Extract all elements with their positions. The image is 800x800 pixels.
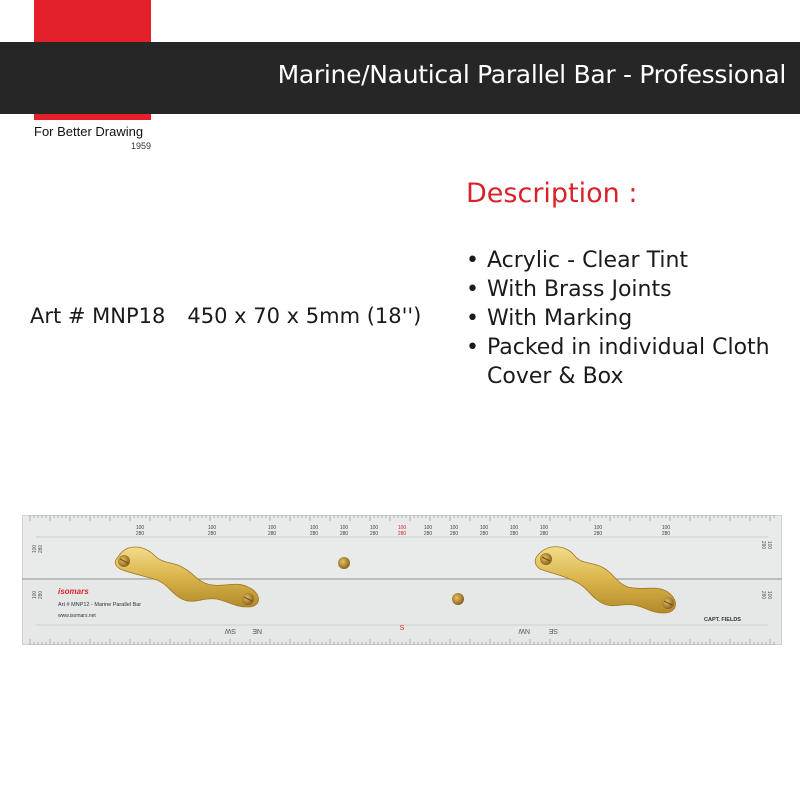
- scale-label-top: 100: [539, 525, 549, 531]
- scale-label-bottom: 280: [509, 531, 519, 537]
- feature-item: • With Brass Joints: [466, 275, 787, 304]
- scale-label-bottom: 280: [369, 531, 379, 537]
- scale-label-top: 100: [661, 525, 671, 531]
- dir-label-ne: NE: [252, 627, 262, 634]
- scale-label-top: 100: [509, 525, 519, 531]
- side-label-left-top-2: 100: [32, 590, 38, 600]
- scale-label-top: 100: [339, 525, 349, 531]
- scale-label-bottom: 280: [661, 531, 671, 537]
- scale-label-top: 100: [593, 525, 603, 531]
- side-label-left-bottom: 280: [38, 544, 44, 554]
- ruler-brand: isomars: [58, 587, 89, 596]
- brand-year: 1959: [131, 141, 152, 151]
- parallel-bar-image: [22, 515, 782, 645]
- parallel-bar-illustration: [22, 515, 782, 645]
- scale-label-top: 100: [397, 525, 407, 531]
- dir-label-sw: SW: [224, 627, 236, 634]
- art-number: Art # MNP18: [30, 304, 166, 328]
- side-label-right-bottom-2: 280: [760, 590, 766, 600]
- scale-label-bottom: 280: [593, 531, 603, 537]
- scale-label-bottom: 280: [539, 531, 549, 537]
- scale-label-bottom: 280: [135, 531, 145, 537]
- brand-tagline: For Better Drawing: [34, 124, 144, 139]
- lower-knob: [452, 593, 464, 605]
- scale-label-bottom: 280: [449, 531, 459, 537]
- scale-label-bottom: 280: [423, 531, 433, 537]
- dir-label-nw: NW: [518, 627, 530, 634]
- side-label-left-top: 100: [32, 544, 38, 554]
- dir-label-se: SE: [548, 627, 558, 634]
- side-label-right-bottom: 280: [760, 540, 766, 550]
- scale-label-bottom: 280: [397, 531, 407, 537]
- upper-knob: [338, 557, 350, 569]
- ruler-south-label: S: [399, 625, 405, 632]
- scale-label-bottom: 280: [207, 531, 217, 537]
- scale-label-top: 100: [267, 525, 277, 531]
- scale-label-top: 100: [369, 525, 379, 531]
- side-label-right-top-2: 100: [766, 590, 772, 600]
- product-spec: [30, 304, 421, 328]
- scale-label-bottom: 280: [339, 531, 349, 537]
- scale-label-top: 100: [449, 525, 459, 531]
- scale-label-top: 100: [479, 525, 489, 531]
- feature-list: [466, 246, 787, 391]
- description-title: Description :: [466, 178, 638, 209]
- side-label-right-top: 100: [766, 540, 772, 550]
- ruler-website: www.isomars.net: [58, 613, 96, 619]
- scale-label-top: 100: [423, 525, 433, 531]
- header-bar: [0, 42, 800, 114]
- product-dimensions: 450 x 70 x 5mm (18''): [187, 304, 422, 328]
- scale-label-bottom: 280: [309, 531, 319, 537]
- scale-label-top: 100: [135, 525, 145, 531]
- feature-item: • With Marking: [466, 304, 787, 333]
- side-label-left-bottom-2: 280: [38, 590, 44, 600]
- scale-label-top: 100: [207, 525, 217, 531]
- scale-label-top: 100: [309, 525, 319, 531]
- page-title: Marine/Nautical Parallel Bar - Professional: [277, 60, 786, 89]
- scale-label-bottom: 280: [267, 531, 277, 537]
- ruler-maker: CAPT. FIELDS: [704, 617, 741, 623]
- feature-item: • Packed in individual Cloth Cover & Box: [466, 333, 787, 391]
- feature-item: • Acrylic - Clear Tint: [466, 246, 787, 275]
- ruler-model: Art # MNP12 - Marine Parallel Bar: [58, 602, 142, 608]
- scale-label-bottom: 280: [479, 531, 489, 537]
